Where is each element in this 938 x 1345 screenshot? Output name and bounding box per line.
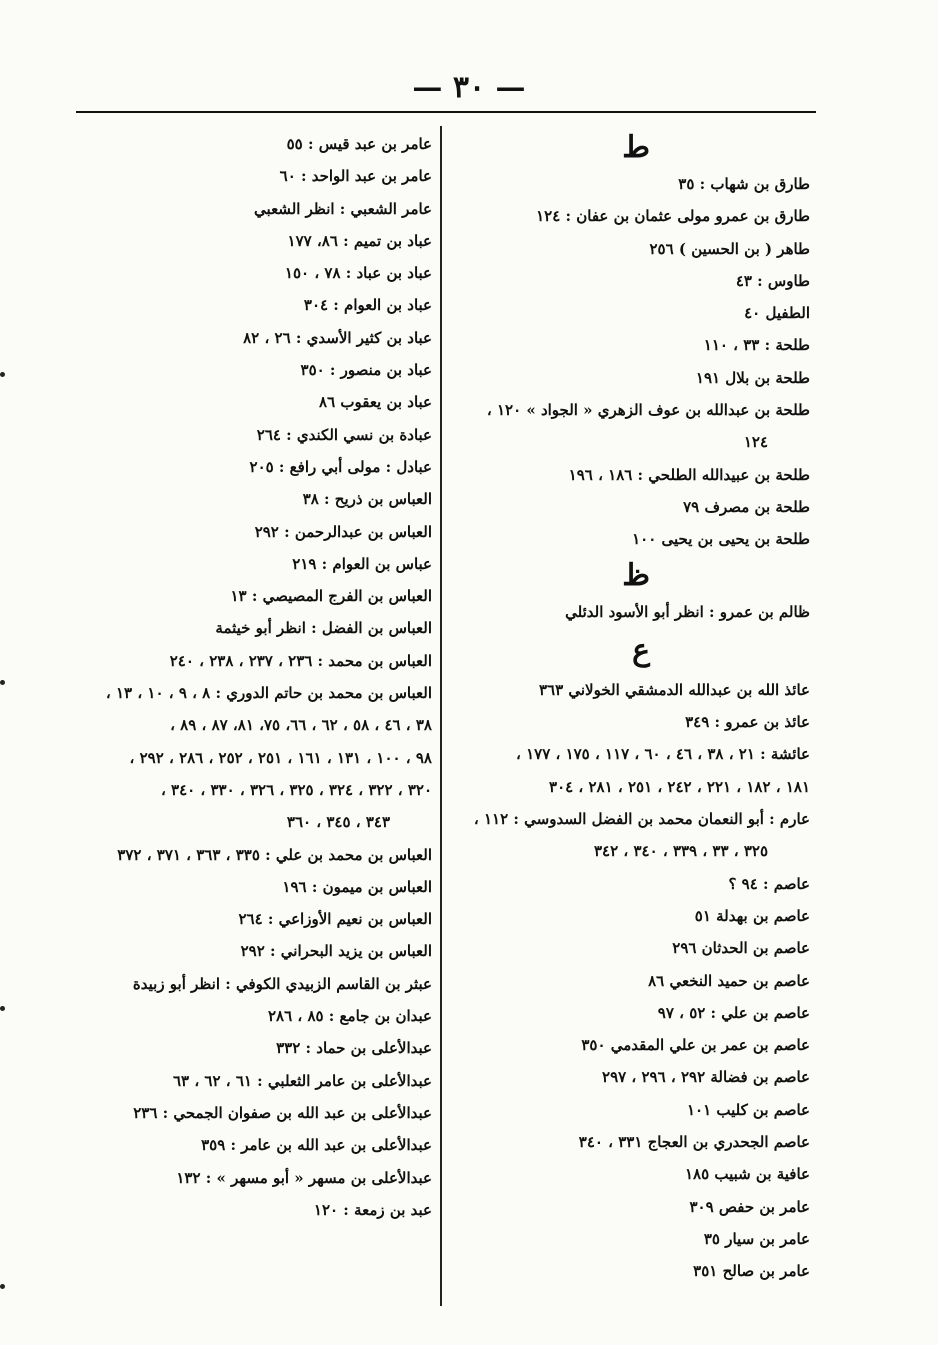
index-entry: طلحة بن مصرف ٧٩ — [683, 497, 810, 516]
index-entry: عبثر بن القاسم الزبيدي الكوفي : انظر أبو زبيدة — [132, 974, 432, 993]
index-entry: عامر بن سيار ٣٥ — [703, 1229, 810, 1248]
section-letter: ع — [632, 632, 650, 668]
index-entry: ٣٢٥ ، ٣٣ ، ٣٣٩ ، ٣٤٠ ، ٣٤٢ — [594, 842, 768, 861]
index-entry: طلحة : ٣٣ ، ١١٠ — [703, 336, 810, 355]
index-entry: العباس بن الفضل : انظر أبو خيثمة — [215, 619, 432, 638]
index-entry: عباد بن تميم : ٨٦، ١٧٧ — [287, 231, 432, 250]
index-entry: العباس بن ذريح : ٣٨ — [302, 490, 432, 509]
margin-mark — [0, 680, 5, 685]
index-entry: طلحة بن يحيى بن يحيى ١٠٠ — [632, 530, 810, 549]
index-entry: العباس بن ميمون : ١٩٦ — [282, 877, 432, 896]
index-entry: ١٨١ ، ١٨٢ ، ٢٢١ ، ٢٤٢ ، ٢٥١ ، ٢٨١ ، ٣٠٤ — [549, 777, 810, 796]
index-entry: طلحة بن عبدالله بن عوف الزهري « الجواد » ١٢٠ ، — [486, 401, 810, 420]
index-entry: عباد بن عباد : ٧٨ ، ١٥٠ — [284, 264, 432, 283]
index-entry: عامر بن حفص ٣٠٩ — [689, 1197, 810, 1216]
index-entry: عاصم بن علي : ٥٢ ، ٩٧ — [657, 1003, 810, 1022]
index-entry: طارق بن عمرو مولى عثمان بن عفان : ١٢٤ — [536, 207, 810, 226]
index-entry: عاصم الجحدري بن العجاج ٣٣١ ، ٣٤٠ — [578, 1133, 810, 1152]
index-entry: العباس بن عبدالرحمن : ٢٩٢ — [254, 522, 432, 541]
index-entry: عباد بن يعقوب ٨٦ — [319, 393, 432, 412]
index-entry: عامر بن عبد قيس : ٥٥ — [286, 135, 432, 153]
index-entry: عافية بن شبيب ١٨٥ — [684, 1165, 810, 1184]
index-entry: العباس بن يزيد البحراني : ٢٩٢ — [240, 942, 432, 961]
index-entry: العباس بن نعيم الأوزاعي : ٢٦٤ — [238, 910, 432, 929]
index-entry: طلحة بن عبيدالله الطلحي : ١٨٦ ، ١٩٦ — [568, 465, 810, 484]
index-entry: عارم : أبو النعمان محمد بن الفضل السدوسي : ١١٢ ، — [473, 810, 810, 829]
index-column-right — [450, 128, 810, 1288]
index-entry: عامر بن عبد الواحد : ٦٠ — [279, 167, 432, 186]
index-entry: عبدان بن جامع : ٨٥ ، ٢٨٦ — [267, 1007, 432, 1026]
margin-mark — [0, 1006, 5, 1011]
index-entry: عباد بن منصور : ٣٥٠ — [300, 361, 432, 380]
margin-mark — [0, 372, 5, 377]
index-entry: العباس بن محمد بن حاتم الدوري : ٨ ، ٩ ، ١٠ ، ١٣ ، — [105, 684, 432, 703]
index-entry: عاصم بن بهدلة ٥١ — [694, 906, 810, 925]
index-entry: ٣٨ ، ٤٦ ، ٥٨ ، ٦٢ ، ٦٦، ٧٥، ٨١، ٨٧ ، ٨٩ ، — [170, 716, 432, 735]
index-entry: عبدالأعلى بن عامر الثعلبي : ٦١ ، ٦٢ ، ٦٣ — [172, 1071, 432, 1090]
index-entry: العباس بن الفرج المصيصي : ١٣ — [230, 587, 432, 606]
index-entry: الطفيل ٤٠ — [744, 304, 810, 323]
column-divider — [440, 126, 442, 1306]
section-letter: ط — [622, 130, 650, 165]
index-entry: عاصم بن الحدثان ٢٩٦ — [672, 939, 810, 958]
index-entry: طارق بن شهاب : ٣٥ — [678, 175, 810, 193]
index-entry: عاصم بن حميد النخعي ٨٦ — [648, 971, 810, 990]
index-entry: عبدالأعلى بن حماد : ٣٣٢ — [276, 1039, 432, 1058]
index-entry: عامر بن صالح ٣٥١ — [693, 1262, 810, 1281]
index-entry: عامر الشعبي : انظر الشعبي — [254, 199, 432, 218]
page-number: — ٣٠ — — [412, 70, 526, 105]
index-entry: عبدالأعلى بن مسهر « أبو مسهر » : ١٣٢ — [176, 1168, 432, 1187]
header-rule — [76, 111, 816, 113]
index-entry: العباس بن محمد : ٢٣٦ ، ٢٣٧ ، ٢٣٨ ، ٢٤٠ — [169, 651, 432, 670]
index-entry: عائذ بن عمرو : ٣٤٩ — [685, 713, 810, 732]
index-entry: عبدالأعلى بن عبد الله بن عامر : ٣٥٩ — [201, 1136, 432, 1155]
index-entry: عبادل : مولى أبي رافع : ٢٠٥ — [249, 457, 432, 476]
index-entry: عباد بن كثير الأسدي : ٢٦ ، ٨٢ — [243, 328, 432, 347]
index-entry: عائشة : ٢١ ، ٣٨ ، ٤٦ ، ٦٠ ، ١١٧ ، ١٧٥ ، ١٧٧ ، — [516, 745, 810, 764]
margin-mark — [0, 1284, 5, 1289]
index-entry: عبدالأعلى بن عبد الله بن صفوان الجمحي : ٢٣٦ — [133, 1103, 432, 1122]
index-entry: عباس بن العوام : ٢١٩ — [292, 554, 432, 573]
index-entry: عاصم بن كليب ١٠١ — [686, 1100, 810, 1119]
index-entry: ١٢٤ — [743, 433, 768, 452]
index-entry: عائذ الله بن عبدالله الدمشقي الخولاني ٣٦٣ — [538, 680, 810, 699]
index-entry: ٣٢٠ ، ٣٢٢ ، ٣٢٤ ، ٣٢٥ ، ٣٢٦ ، ٣٣٠ ، ٣٤٠ ، — [160, 780, 432, 799]
index-entry: ظالم بن عمرو : انظر أبو الأسود الدئلي — [565, 602, 810, 621]
index-entry: عاصم بن فضالة ٢٩٢ ، ٢٩٦ ، ٢٩٧ — [602, 1068, 810, 1087]
section-letter: ظ — [622, 557, 650, 593]
index-entry: عاصم بن عمر بن علي المقدمي ٣٥٠ — [581, 1036, 810, 1055]
index-entry: طلحة بن بلال ١٩١ — [695, 368, 810, 387]
index-column-left — [80, 128, 432, 1226]
index-entry: طاهر ( بن الحسين ) ٢٥٦ — [649, 239, 810, 258]
index-entry: عبد بن زمعة : ١٢٠ — [313, 1200, 432, 1219]
index-entry: عباد بن العوام : ٣٠٤ — [303, 296, 432, 315]
index-entry: العباس بن محمد بن علي : ٣٣٥ ، ٣٦٣ ، ٣٧١ ، ٣٧٢ — [117, 845, 432, 864]
index-entry: ٩٨ ، ١٠٠ ، ١٣١ ، ١٦١ ، ٢٥١ ، ٢٥٢ ، ٢٨٦ ، ٢٩٢ ، — [129, 748, 432, 767]
index-entry: عاصم : ٩٤ ؟ — [728, 874, 810, 893]
index-entry: ٣٤٣ ، ٣٤٥ ، ٣٦٠ — [286, 813, 390, 832]
index-entry: عبادة بن نسي الكندي : ٢٦٤ — [256, 425, 432, 444]
index-entry: طاوس : ٤٣ — [735, 271, 810, 290]
